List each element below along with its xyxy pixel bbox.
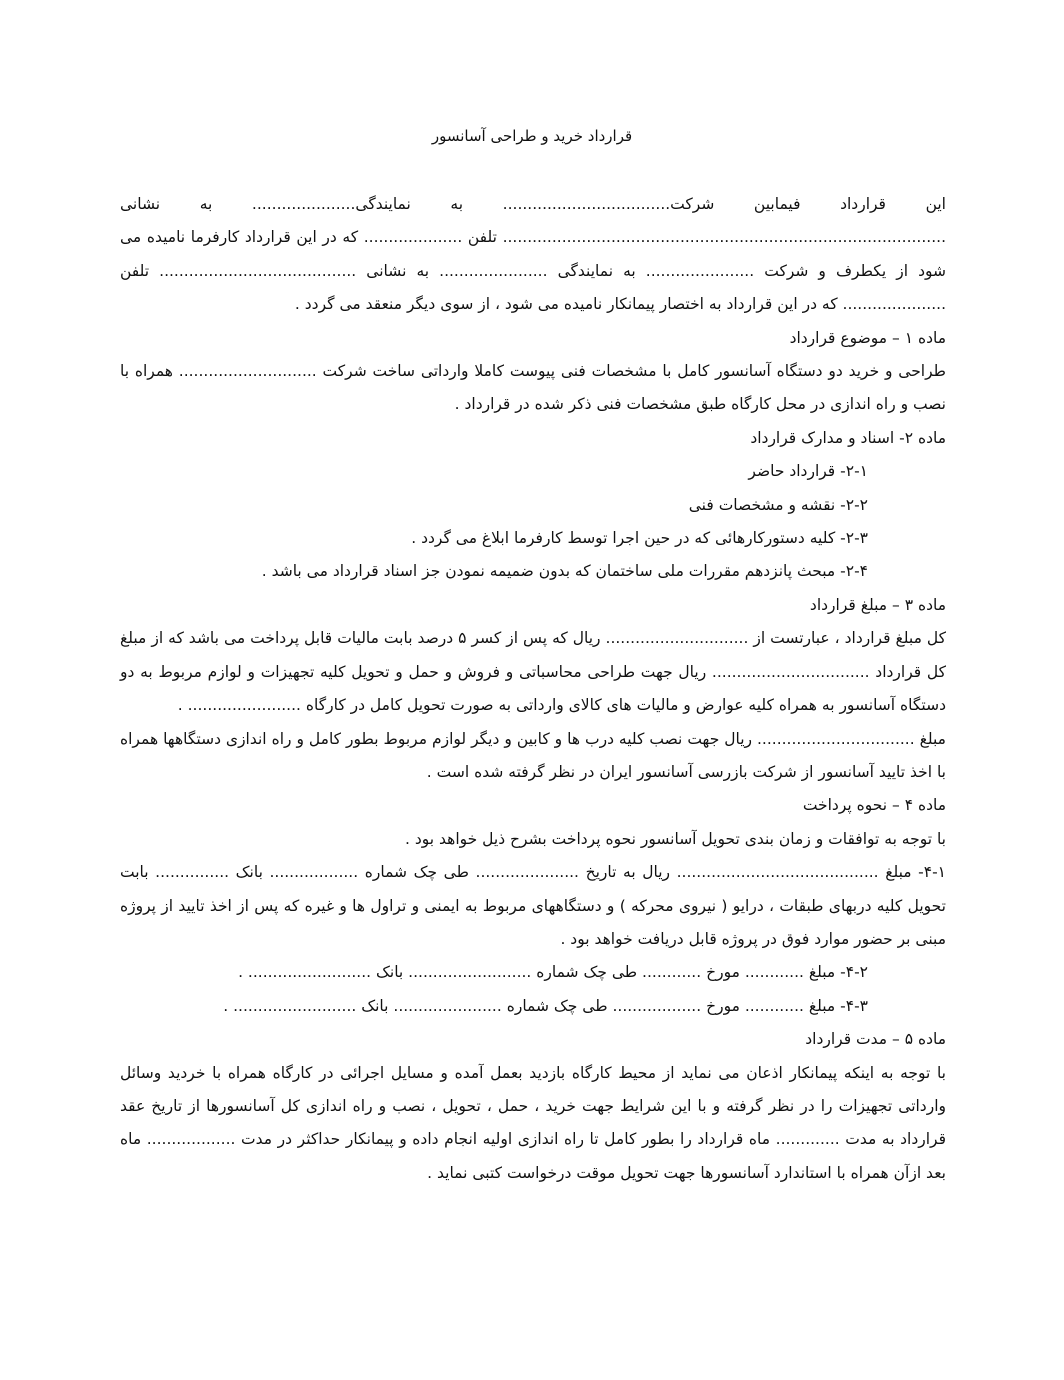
article-4-heading: ماده ۴ – نحوه پرداخت (802, 796, 946, 815)
article-2-item: ۲-۳- کلیه دستورکارهائی که در حین اجرا توسط کارفرما ابلاغ می گردد . (411, 529, 868, 548)
article-3-paragraph-2: مبلغ ................................ ریال جهت نصب کلیه درب ها و کابین و دیگر لوازم مربوط بطور کامل و راه اندازی دستگاهها همراه با اخذ تایید آسانسور از شرکت بازرسی آسانسور ایران در نظر گرفته شده است . (120, 729, 946, 781)
article-3-paragraph-1: کل مبلغ قرارداد ، عبارتست از ............................. ریال که پس از کسر ۵ درصد بابت مالیات قابل پرداخت می باشد که از مبلغ کل قرارداد ................................ ریال جهت طراحی محاسباتی و فروش و حمل و تحویل کلیه تجهیزات و لوازم مربوط به دو دستگاه آسانسور به همراه کلیه عوارض و مالیات های کالای وارداتی به صورت تحویل کامل در کارگاه ....................... . (120, 629, 946, 715)
contract-body (120, 188, 946, 1190)
article-2-item: ۲-۴- مبحث پانزدهم مقررات ملی ساختمان که بدون ضمیمه نمودن جز اسناد قرارداد می باشد . (261, 562, 868, 581)
article-2-item: ۲-۲- نقشه و مشخصات فنی (688, 495, 868, 514)
article-4-item-3: ۴-۳- مبلغ ............ مورخ .................. طی چک شماره ...................... بانک ......................... . (223, 996, 868, 1015)
article-5-heading: ماده ۵ – مدت قرارداد (805, 1030, 946, 1049)
article-4-item-1: ۴-۱- مبلغ ......................................... ریال به تاریخ ..................... طی چک شماره .................. بانک ............... بابت تحویل کلیه دربهای طبقات ، درایو ( نیروی محرکه ) و دستگاههای مربوط به ایمنی و تراول ها و غیره که پس از اخذ تایید از پروژه مبنی بر حضور موارد فوق در پروژه قابل دریافت خواهد بود . (120, 863, 946, 948)
article-1-text: طراحی و خرید دو دستگاه آسانسور کامل با مشخصات فنی پیوست کاملا وارداتی ساخت شرکت ............................ همراه با نصب و راه اندازی در محل کارگاه طبق مشخصات فنی ذکر شده در قرارداد . (120, 362, 946, 414)
article-3-heading: ماده ۳ – مبلغ قرارداد (809, 595, 946, 614)
preamble-paragraph: این قرارداد فیمابین شرکت.................................. به نمایندگی..................... به نشانی .......................................................................................... تلفن .................... که در این قرارداد کارفرما نامیده می شود از یکطرف و شرکت ...................... به نمایندگی ...................... به نشانی ........................................ تلفن ..................... که در این قرارداد به اختصار پیمانکار نامیده می شود ، از سوی دیگر منعقد می گردد . (120, 195, 946, 314)
document-title: قرارداد خرید و طراحی آسانسور (431, 127, 633, 145)
article-4-item-2: ۴-۲- مبلغ ............ مورخ ............ طی چک شماره ......................... بانک ......................... . (238, 963, 868, 982)
article-5-text: با توجه به اینکه پیمانکار اذعان می نماید از محیط کارگاه بازدید بعمل آمده و مسایل اجرائی در کارگاه همراه با خردید وسائل وارداتی تجهیزات را در نظر گرفته و با این شرایط جهت خرید ، حمل ، تحویل ، نصب و راه اندازی کل آسانسورها از تاریخ عقد قرارداد به مدت ............. ماه قرارداد را بطور کامل تا راه اندازی اولیه انجام داده و پیمانکار حداکثر در مدت .................. ماه بعد ازآن همراه با استاندارد آسانسورها جهت تحویل موقت درخواست کتبی نماید . (120, 1063, 946, 1182)
article-4-intro: با توجه به توافقات و زمان بندی تحویل آسانسور نحوه پرداخت بشرح ذیل خواهد بود . (405, 829, 946, 848)
article-1-heading: ماده ۱ – موضوع قرارداد (789, 328, 946, 347)
article-2-item: ۲-۱- قرارداد حاضر (748, 462, 868, 481)
article-2-heading: ماده ۲- اسناد و مدارک قرارداد (750, 428, 946, 447)
